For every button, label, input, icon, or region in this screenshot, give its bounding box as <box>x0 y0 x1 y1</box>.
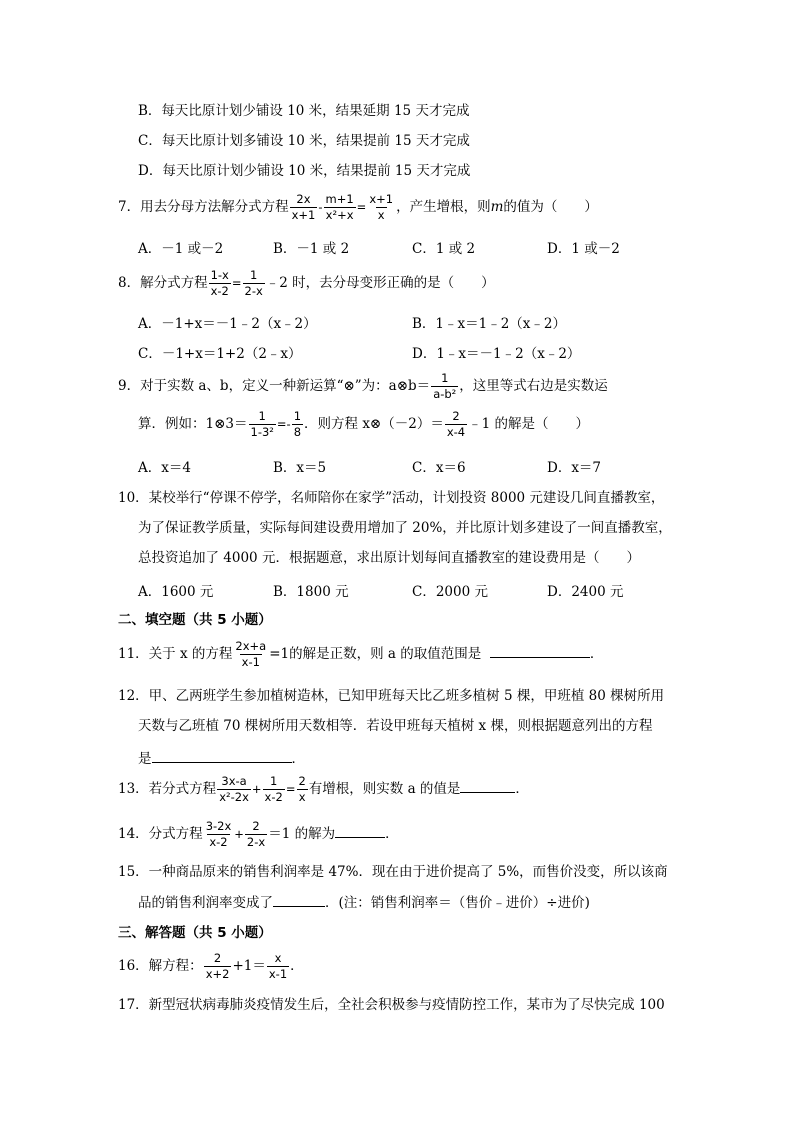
q6-option-d: D．每天比原计划少铺设 10 米，结果提前 15 天才完成 <box>138 163 471 179</box>
q14-fraction-1: $\frac{3-2x}{x-2}$ <box>205 818 232 849</box>
q7-option-b: B．－1 或 2 <box>273 241 350 257</box>
q9-fraction-equation: $\frac{2}{x-4}$ <box>446 408 466 439</box>
q14-answer-blank <box>335 823 385 838</box>
q9-stem-line2: 算．例如：1⊗3＝ $\frac{1}{\text{1-3²}}$ =- $\frac{1}{8}$ ．则方程 x⊗（－2）＝ $\frac{2}{x-4}$ ﹣1 的解是（ ） <box>138 408 590 439</box>
q14-stem: 14．分式方程 $\frac{3-2x}{x-2}$ + $\frac{2}{2-x}$ ＝1 的解为 ． <box>118 818 399 849</box>
q6-option-b: B．每天比原计划少铺设 10 米，结果延期 15 天才完成 <box>138 103 470 119</box>
section-fill-in-title: 二、填空题（共 5 小题） <box>118 612 272 628</box>
q8-option-d: D．1﹣x＝－1﹣2（x﹣2） <box>412 346 581 362</box>
q7-option-d: D．1 或－2 <box>547 241 620 257</box>
q10-option-c: C．2000 元 <box>412 584 488 600</box>
q14-fraction-2: $\frac{2}{2-x}$ <box>246 818 266 849</box>
q8-stem: 8．解分式方程 $\frac{1-x}{x-2}$ = $\frac{1}{2-x}$ ﹣2 时，去分母变形正确的是（ ） <box>118 267 495 298</box>
q13-stem: 13．若分式方程 $\frac{3x-a}{\text{x²-2x}}$ + $\frac{1}{x-2}$ = $\frac{2}{x}$ 有增根，则实数 a 的值是 ． <box>118 773 529 804</box>
q16-fraction-2: $\frac{x}{x-1}$ <box>268 950 288 981</box>
section-solve-title: 三、解答题（共 5 小题） <box>118 925 272 941</box>
q10-option-a: A．1600 元 <box>138 584 214 600</box>
q7-option-c: C．1 或 2 <box>412 241 476 257</box>
q8-option-b: B．1﹣x＝1﹣2（x﹣2） <box>412 316 567 332</box>
q7-prefix: 7．用去分母方法解分式方程 <box>118 199 289 215</box>
q8-option-a: A．－1+x＝－1﹣2（x﹣2） <box>138 316 317 332</box>
q16-fraction-1: $\frac{2}{x+2}$ <box>205 950 230 981</box>
q12-line3: 是 ． <box>138 748 305 769</box>
q11-fraction: $\frac{2x+a}{x-1}$ <box>235 638 267 669</box>
q16-stem: 16．解方程： $\frac{2}{x+2}$ +1＝ $\frac{x}{x-1}$ ． <box>118 950 304 981</box>
q8-option-c: C．－1+x＝1+2（2﹣x） <box>138 346 302 362</box>
q11-answer-blank <box>490 643 590 658</box>
q9-fraction-example: $\frac{1}{\text{1-3²}}$ <box>250 408 274 439</box>
q9-option-c: C．x＝6 <box>412 460 466 476</box>
q8-fraction-1: $\frac{1-x}{x-2}$ <box>210 267 229 298</box>
q11-stem: 11．关于 x 的方程 $\frac{2x+a}{x-1}$ =1的解是正数，则 a 的取值范围是 ． <box>118 638 604 669</box>
q7-option-a: A．－1 或－2 <box>138 241 224 257</box>
q13-fraction-1: $\frac{3x-a}{\text{x²-2x}}$ <box>219 773 249 804</box>
q10-line3: 总投资追加了 4000 元．根据题意，求出原计划每间直播教室的建设费用是（ ） <box>138 550 640 566</box>
q15-line1: 15．一种商品原来的销售利润率是 47%．现在由于进价提高了 5%，而售价没变，所以该商 <box>118 864 668 880</box>
q7-fraction-3: $\frac{x+1}{x}$ <box>369 191 394 222</box>
q12-answer-blank <box>152 748 292 763</box>
q9-fraction-result: $\frac{1}{8}$ <box>293 408 302 439</box>
q9-stem-line1: 9．对于实数 a、b，定义一种新运算“⊗”为：a⊗b＝ $\frac{1}{\text{a-b²}}$ ，这里等式右边是实数运 <box>118 370 608 401</box>
q10-line1: 10．某校举行“停课不停学，名师陪你在家学”活动，计划投资 8000 元建设几间直播教室， <box>118 490 665 506</box>
q13-answer-blank <box>460 778 515 793</box>
q13-fraction-2: $\frac{1}{x-2}$ <box>264 773 283 804</box>
q10-option-b: B．1800 元 <box>273 584 349 600</box>
q9-fraction-def: $\frac{1}{\text{a-b²}}$ <box>433 370 457 401</box>
q12-line1: 12．甲、乙两班学生参加植树造林，已知甲班每天比乙班多植树 5 棵，甲班植 80 棵树所用 <box>118 688 665 704</box>
q13-fraction-3: $\frac{2}{x}$ <box>298 773 306 804</box>
q9-option-d: D．x＝7 <box>547 460 602 476</box>
q17-line1: 17．新型冠状病毒肺炎疫情发生后，全社会积极参与疫情防控工作，某市为了尽快完成 100 <box>118 997 665 1013</box>
q8-fraction-2: $\frac{1}{2-x}$ <box>244 267 263 298</box>
q6-option-c: C．每天比原计划多铺设 10 米，结果提前 15 天才完成 <box>138 133 470 149</box>
q7-fraction-2: $\frac{m+1}{\text{x²+x}}$ <box>325 191 354 222</box>
q12-line2: 天数与乙班植 70 棵树所用天数相等．若设甲班每天植树 x 棵，则根据题意列出的方程 <box>138 718 653 734</box>
q10-line2: 为了保证教学质量，实际每间建设费用增加了 20%，并比原计划多建设了一间直播教室， <box>138 520 672 536</box>
q10-option-d: D．2400 元 <box>547 584 624 600</box>
q15-line2: 品的销售利润率变成了 ．(注：销售利润率＝（售价﹣进价）÷进价) <box>138 892 590 913</box>
q9-option-a: A．x＝4 <box>138 460 191 476</box>
q9-option-b: B．x＝5 <box>273 460 327 476</box>
q15-answer-blank <box>273 892 325 907</box>
q7-stem: 7．用去分母方法解分式方程 $\frac{2x}{x+1}$ - $\frac{m+1}{\text{x²+x}}$ = $\frac{x+1}{x}$ ，产生增根，则m的值为（ ） <box>118 191 598 222</box>
q7-fraction-1: $\frac{2x}{x+1}$ <box>291 191 316 222</box>
